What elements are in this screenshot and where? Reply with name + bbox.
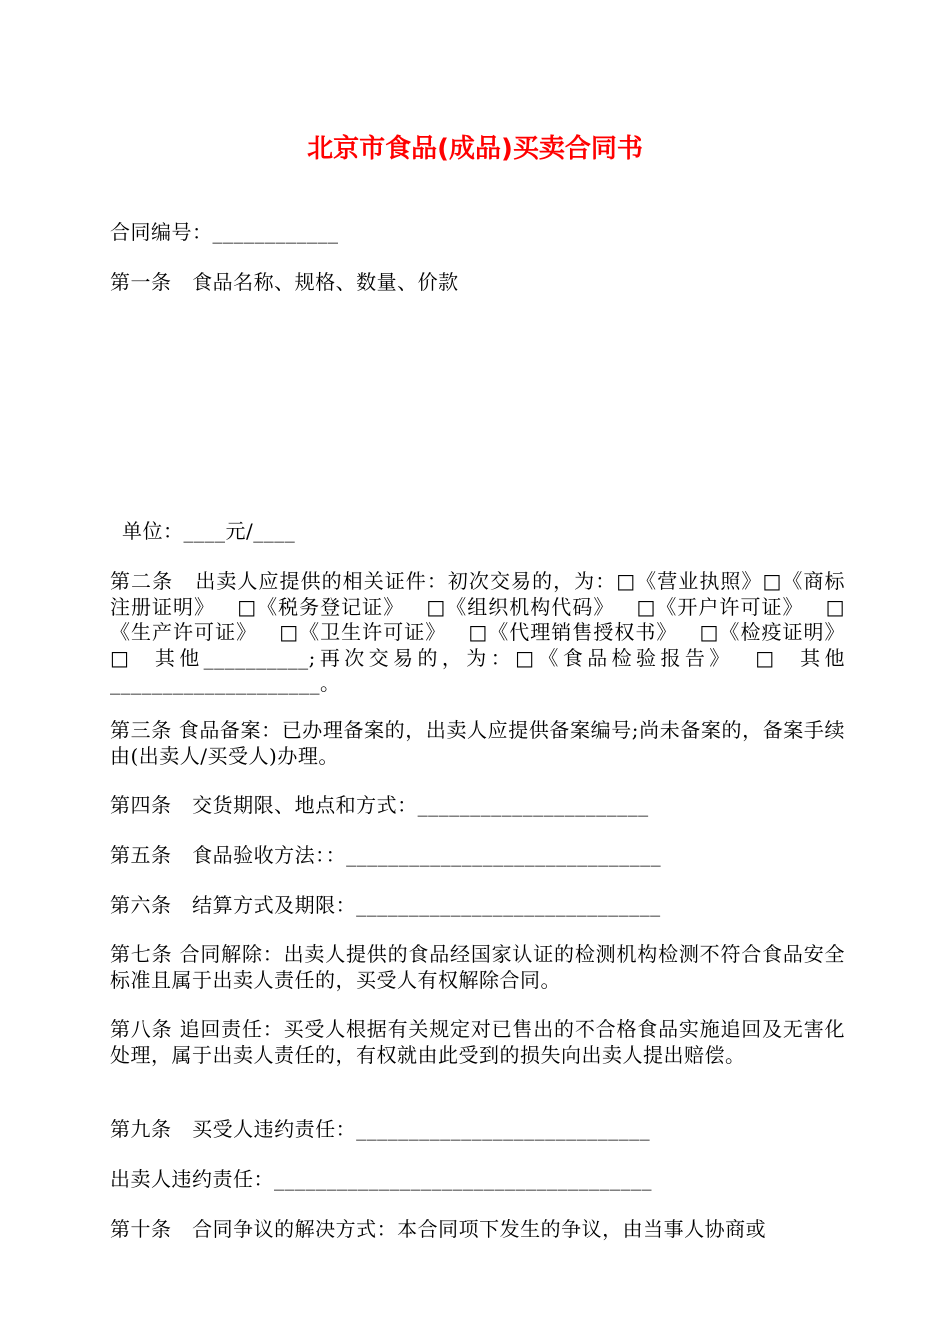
contract-number: 合同编号：____________ [110,220,339,244]
article-6: 第六条 结算方式及期限：_____________________________ [110,893,661,917]
article-1: 第一条 食品名称、规格、数量、价款 [110,270,459,294]
seller-breach-liability: 出卖人违约责任：____________________________________ [110,1167,652,1191]
article-7: 第七条 合同解除：出卖人提供的食品经国家认证的检测机构检测不符合食品安全标准且属于出卖人责任的，买受人有权解除合同。 [110,942,845,992]
unit-line: 单位：____元/____ [122,519,296,543]
article-8: 第八条 追回责任：买受人根据有关规定对已售出的不合格食品实施追回及无害化处理，属于出卖人责任的，有权就由此受到的损失向出卖人提出赔偿。 [110,1017,845,1067]
article-2: 第二条 出卖人应提供的相关证件：初次交易的，为：□《营业执照》□《商标注册证明》 □《税务登记证》 □《组织机构代码》 □《开户许可证》 □《生产许可证》 □《卫生许可证》 □《代理销售授权书》 □《检疫证明》 □ 其他__________;再次交易的，为：□《食品检验报告》 □ 其他____________________。 [110,569,866,695]
article-9: 第九条 买受人违约责任：____________________________ [110,1117,651,1141]
article-10: 第十条 合同争议的解决方式：本合同项下发生的争议，由当事人协商或 [110,1217,767,1241]
article-4: 第四条 交货期限、地点和方式：______________________ [110,793,649,817]
article-5: 第五条 食品验收方法：：______________________________ [110,843,662,867]
document-title: 北京市食品(成品)买卖合同书 [307,134,643,164]
article-3: 第三条 食品备案：已办理备案的，出卖人应提供备案编号;尚未备案的，备案手续由(出卖人/买受人)办理。 [110,718,845,768]
